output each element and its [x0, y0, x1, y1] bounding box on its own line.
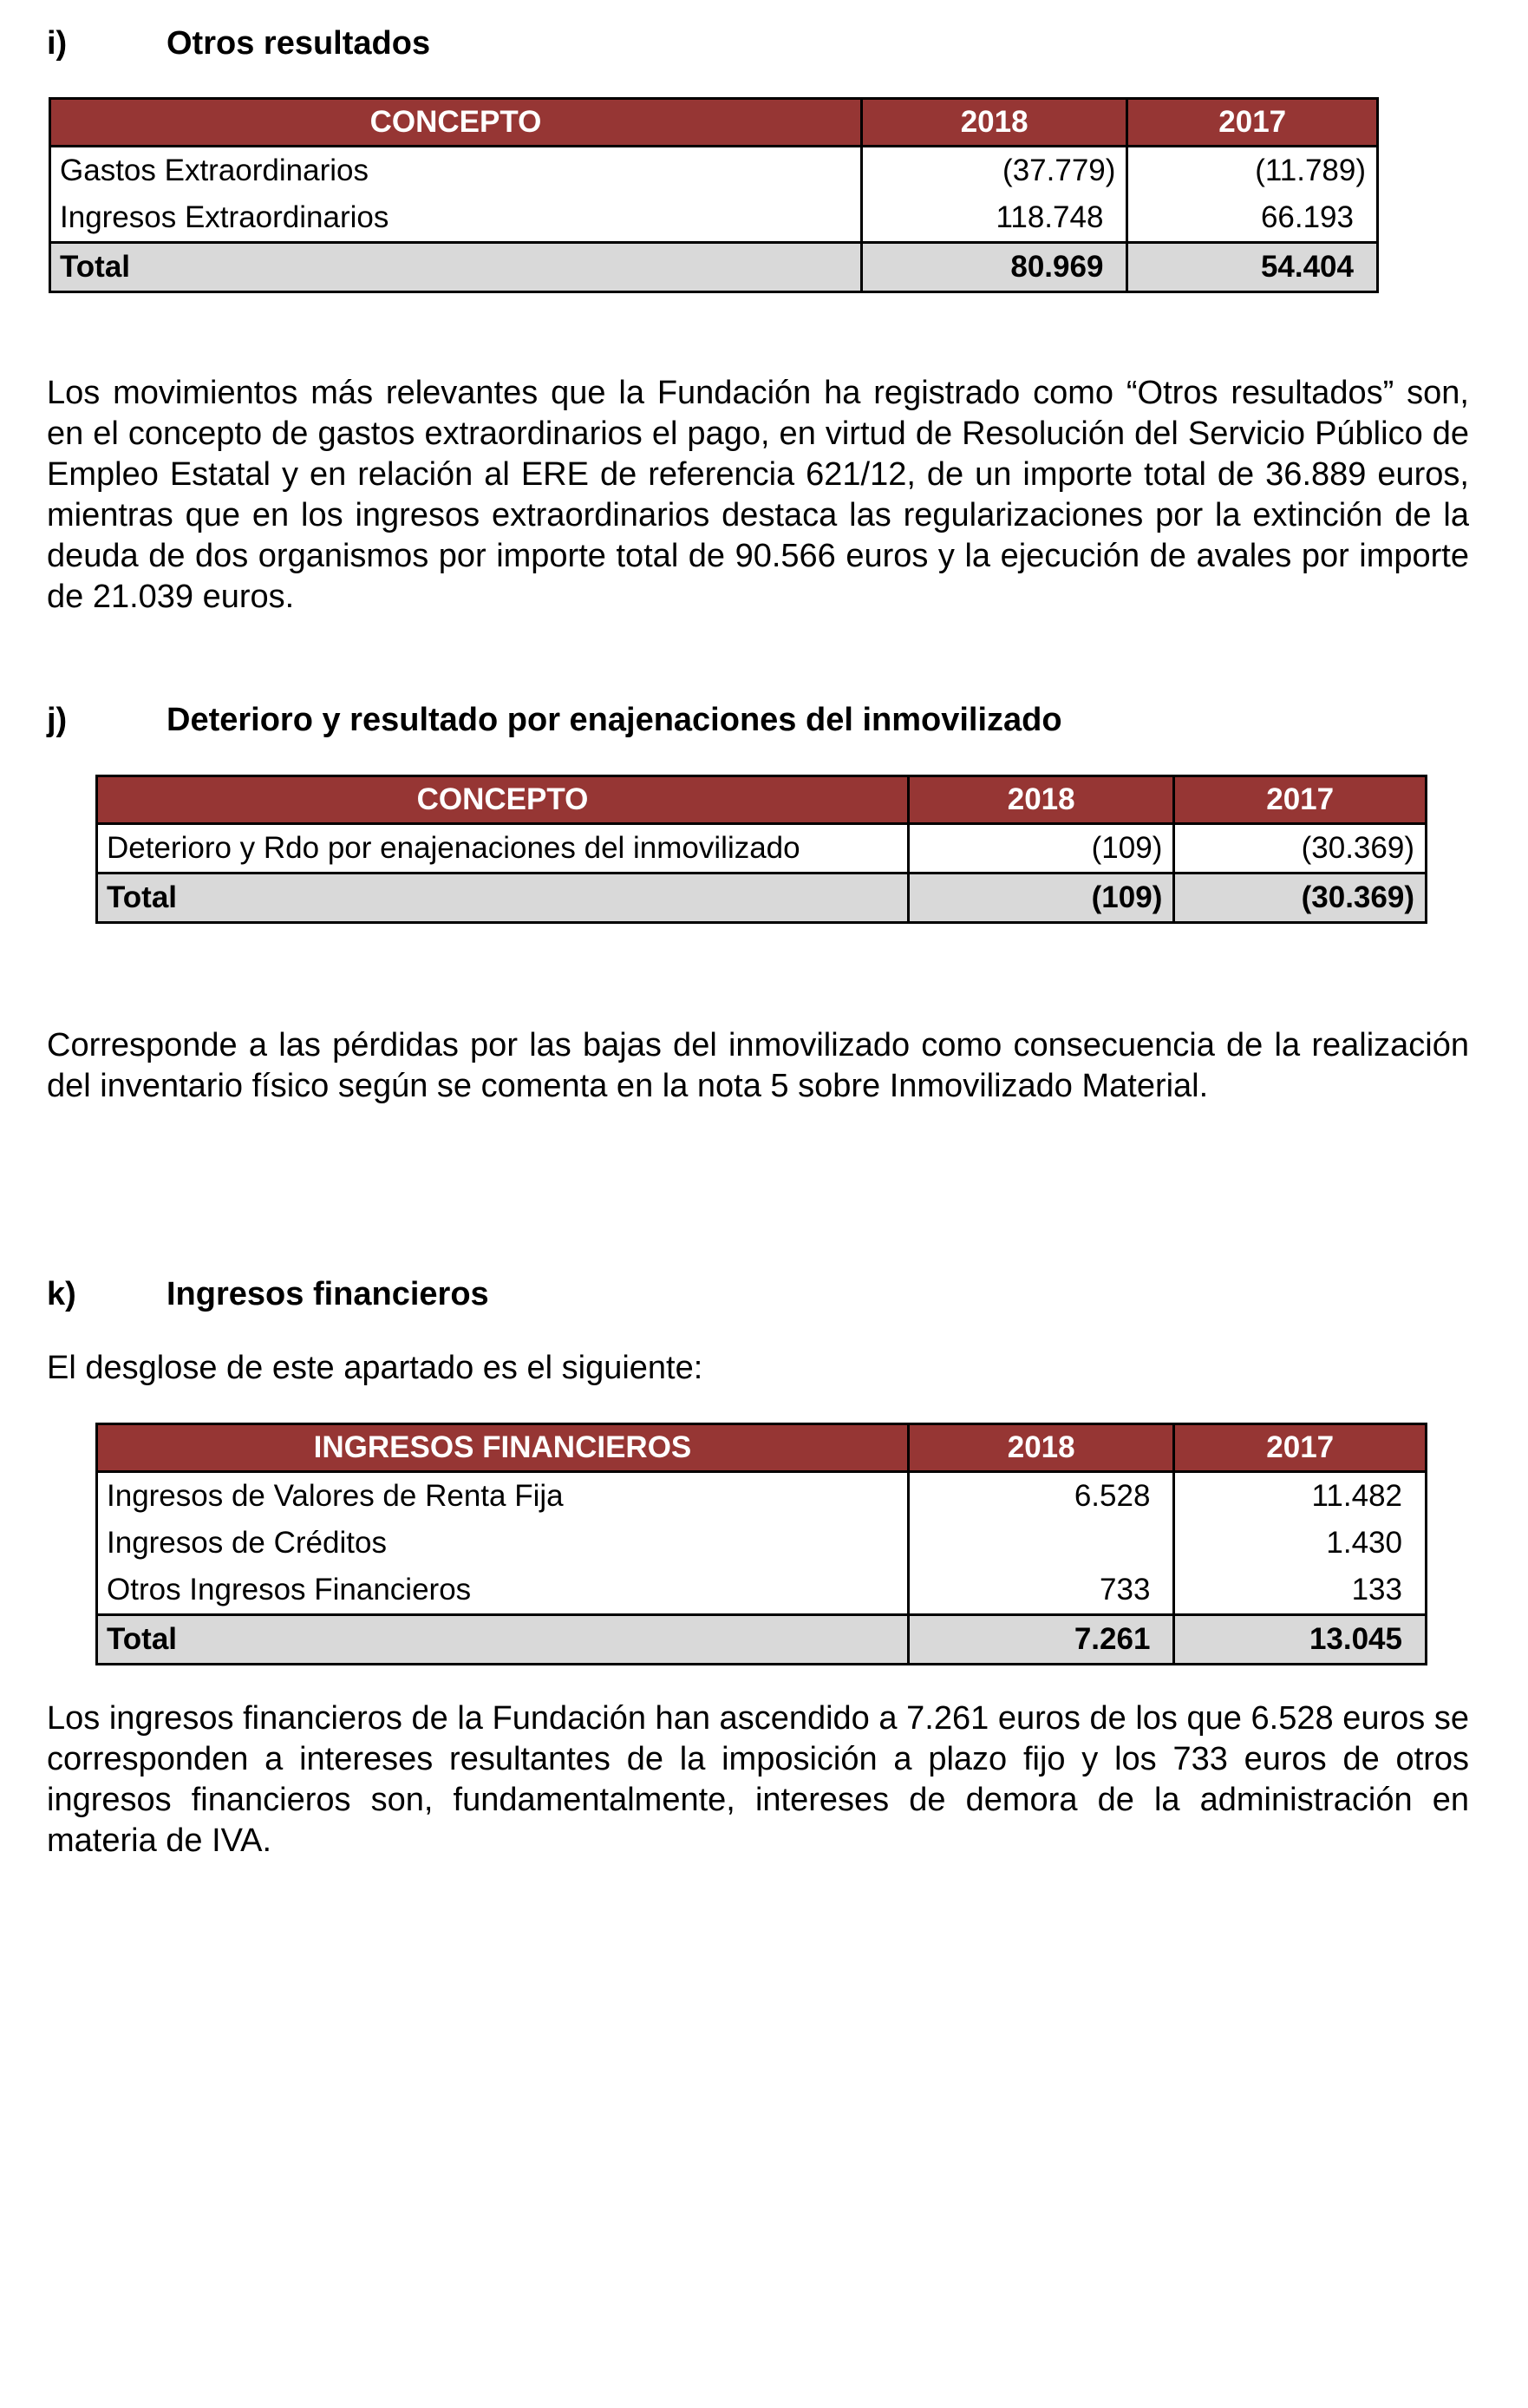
row-value-2017: 1.430: [1174, 1520, 1427, 1567]
row-label: Gastos Extraordinarios: [50, 147, 862, 195]
table-header-row: [50, 99, 1378, 147]
total-value-2017: 13.045: [1174, 1615, 1427, 1665]
section-i-paragraph: Los movimientos más relevantes que la Fundación ha registrado como “Otros resultados” son, en el concepto de gastos extraordinarios el pago, en virtud de Resolución del Servicio Público de Empleo Estatal y en relación al ERE de referencia 621/12, de un importe total de 36.889 euros, mientras que en los ingresos extraordinarios destaca las regularizaciones por la extinción de la deuda de dos organismos por importe total de 90.566 euros y la ejecución de avales por importe de 21.039 euros.: [47, 375, 1469, 615]
ingresos-financieros-table: [95, 1423, 1427, 1665]
section-k-letter: k): [47, 1276, 76, 1312]
otros-resultados-table: [49, 97, 1379, 293]
row-value-2017: 11.482: [1174, 1472, 1427, 1521]
total-value-2018: (109): [908, 874, 1173, 923]
total-value-2017: 54.404: [1127, 243, 1378, 292]
row-value-2018: 118.748: [861, 194, 1127, 243]
header-2018: 2018: [908, 1424, 1173, 1472]
row-label: Otros Ingresos Financieros: [97, 1567, 909, 1615]
deterioro-table: [95, 775, 1427, 924]
table-row: [97, 1567, 1427, 1615]
section-i-heading: [47, 24, 430, 62]
section-j-letter: j): [47, 702, 68, 738]
header-ingresos-financieros: INGRESOS FINANCIEROS: [97, 1424, 909, 1472]
section-k-title: Ingresos financieros: [167, 1276, 489, 1312]
row-value-2018: (109): [908, 824, 1173, 874]
row-value-2017: 133: [1174, 1567, 1427, 1615]
row-value-2017: (11.789): [1127, 147, 1378, 195]
section-j-title: Deterioro y resultado por enajenaciones del inmovilizado: [167, 702, 1062, 738]
row-value-2017: 66.193: [1127, 194, 1378, 243]
table-header-row: [97, 1424, 1427, 1472]
row-value-2018: [908, 1520, 1173, 1567]
table-row: [50, 194, 1378, 243]
table-row: [97, 1472, 1427, 1521]
header-2017: 2017: [1127, 99, 1378, 147]
table-row: [97, 824, 1427, 874]
header-concepto: CONCEPTO: [50, 99, 862, 147]
table-row: [97, 1520, 1427, 1567]
section-k-paragraph: Los ingresos financieros de la Fundación han ascendido a 7.261 euros de los que 6.528 euros se corresponden a intereses resultantes de la imposición a plazo fijo y los 733 euros de otros ingresos financieros son, fundamentalmente, intereses de demora de la administración en materia de IVA.: [47, 1700, 1469, 1859]
total-label: Total: [97, 1615, 909, 1665]
total-value-2018: 80.969: [861, 243, 1127, 292]
header-2018: 2018: [861, 99, 1127, 147]
section-i-letter: i): [47, 25, 68, 62]
total-value-2018: 7.261: [908, 1615, 1173, 1665]
header-2017: 2017: [1174, 1424, 1427, 1472]
table-total-row: [97, 1615, 1427, 1665]
table-total-row: [50, 243, 1378, 292]
row-value-2018: 733: [908, 1567, 1173, 1615]
total-label: Total: [50, 243, 862, 292]
header-2017: 2017: [1174, 776, 1427, 824]
section-i-title: Otros resultados: [167, 25, 431, 62]
total-value-2017: (30.369): [1174, 874, 1427, 923]
row-label: Ingresos de Créditos: [97, 1520, 909, 1567]
total-label: Total: [97, 874, 909, 923]
row-label: Ingresos de Valores de Renta Fija: [97, 1472, 909, 1521]
section-k-heading: [47, 1275, 489, 1313]
row-label: Ingresos Extraordinarios: [50, 194, 862, 243]
header-2018: 2018: [908, 776, 1173, 824]
row-value-2017: (30.369): [1174, 824, 1427, 874]
table-total-row: [97, 874, 1427, 923]
section-j-heading: [47, 701, 1062, 739]
table-header-row: [97, 776, 1427, 824]
row-value-2018: 6.528: [908, 1472, 1173, 1521]
row-label: Deterioro y Rdo por enajenaciones del inmovilizado: [97, 824, 909, 874]
row-value-2018: (37.779): [861, 147, 1127, 195]
header-concepto: CONCEPTO: [97, 776, 909, 824]
section-j-paragraph: Corresponde a las pérdidas por las bajas del inmovilizado como consecuencia de la realización del inventario físico según se comenta en la nota 5 sobre Inmovilizado Material.: [47, 1027, 1469, 1104]
section-k-intro: El desglose de este apartado es el siguiente:: [47, 1350, 703, 1386]
table-row: [50, 147, 1378, 195]
